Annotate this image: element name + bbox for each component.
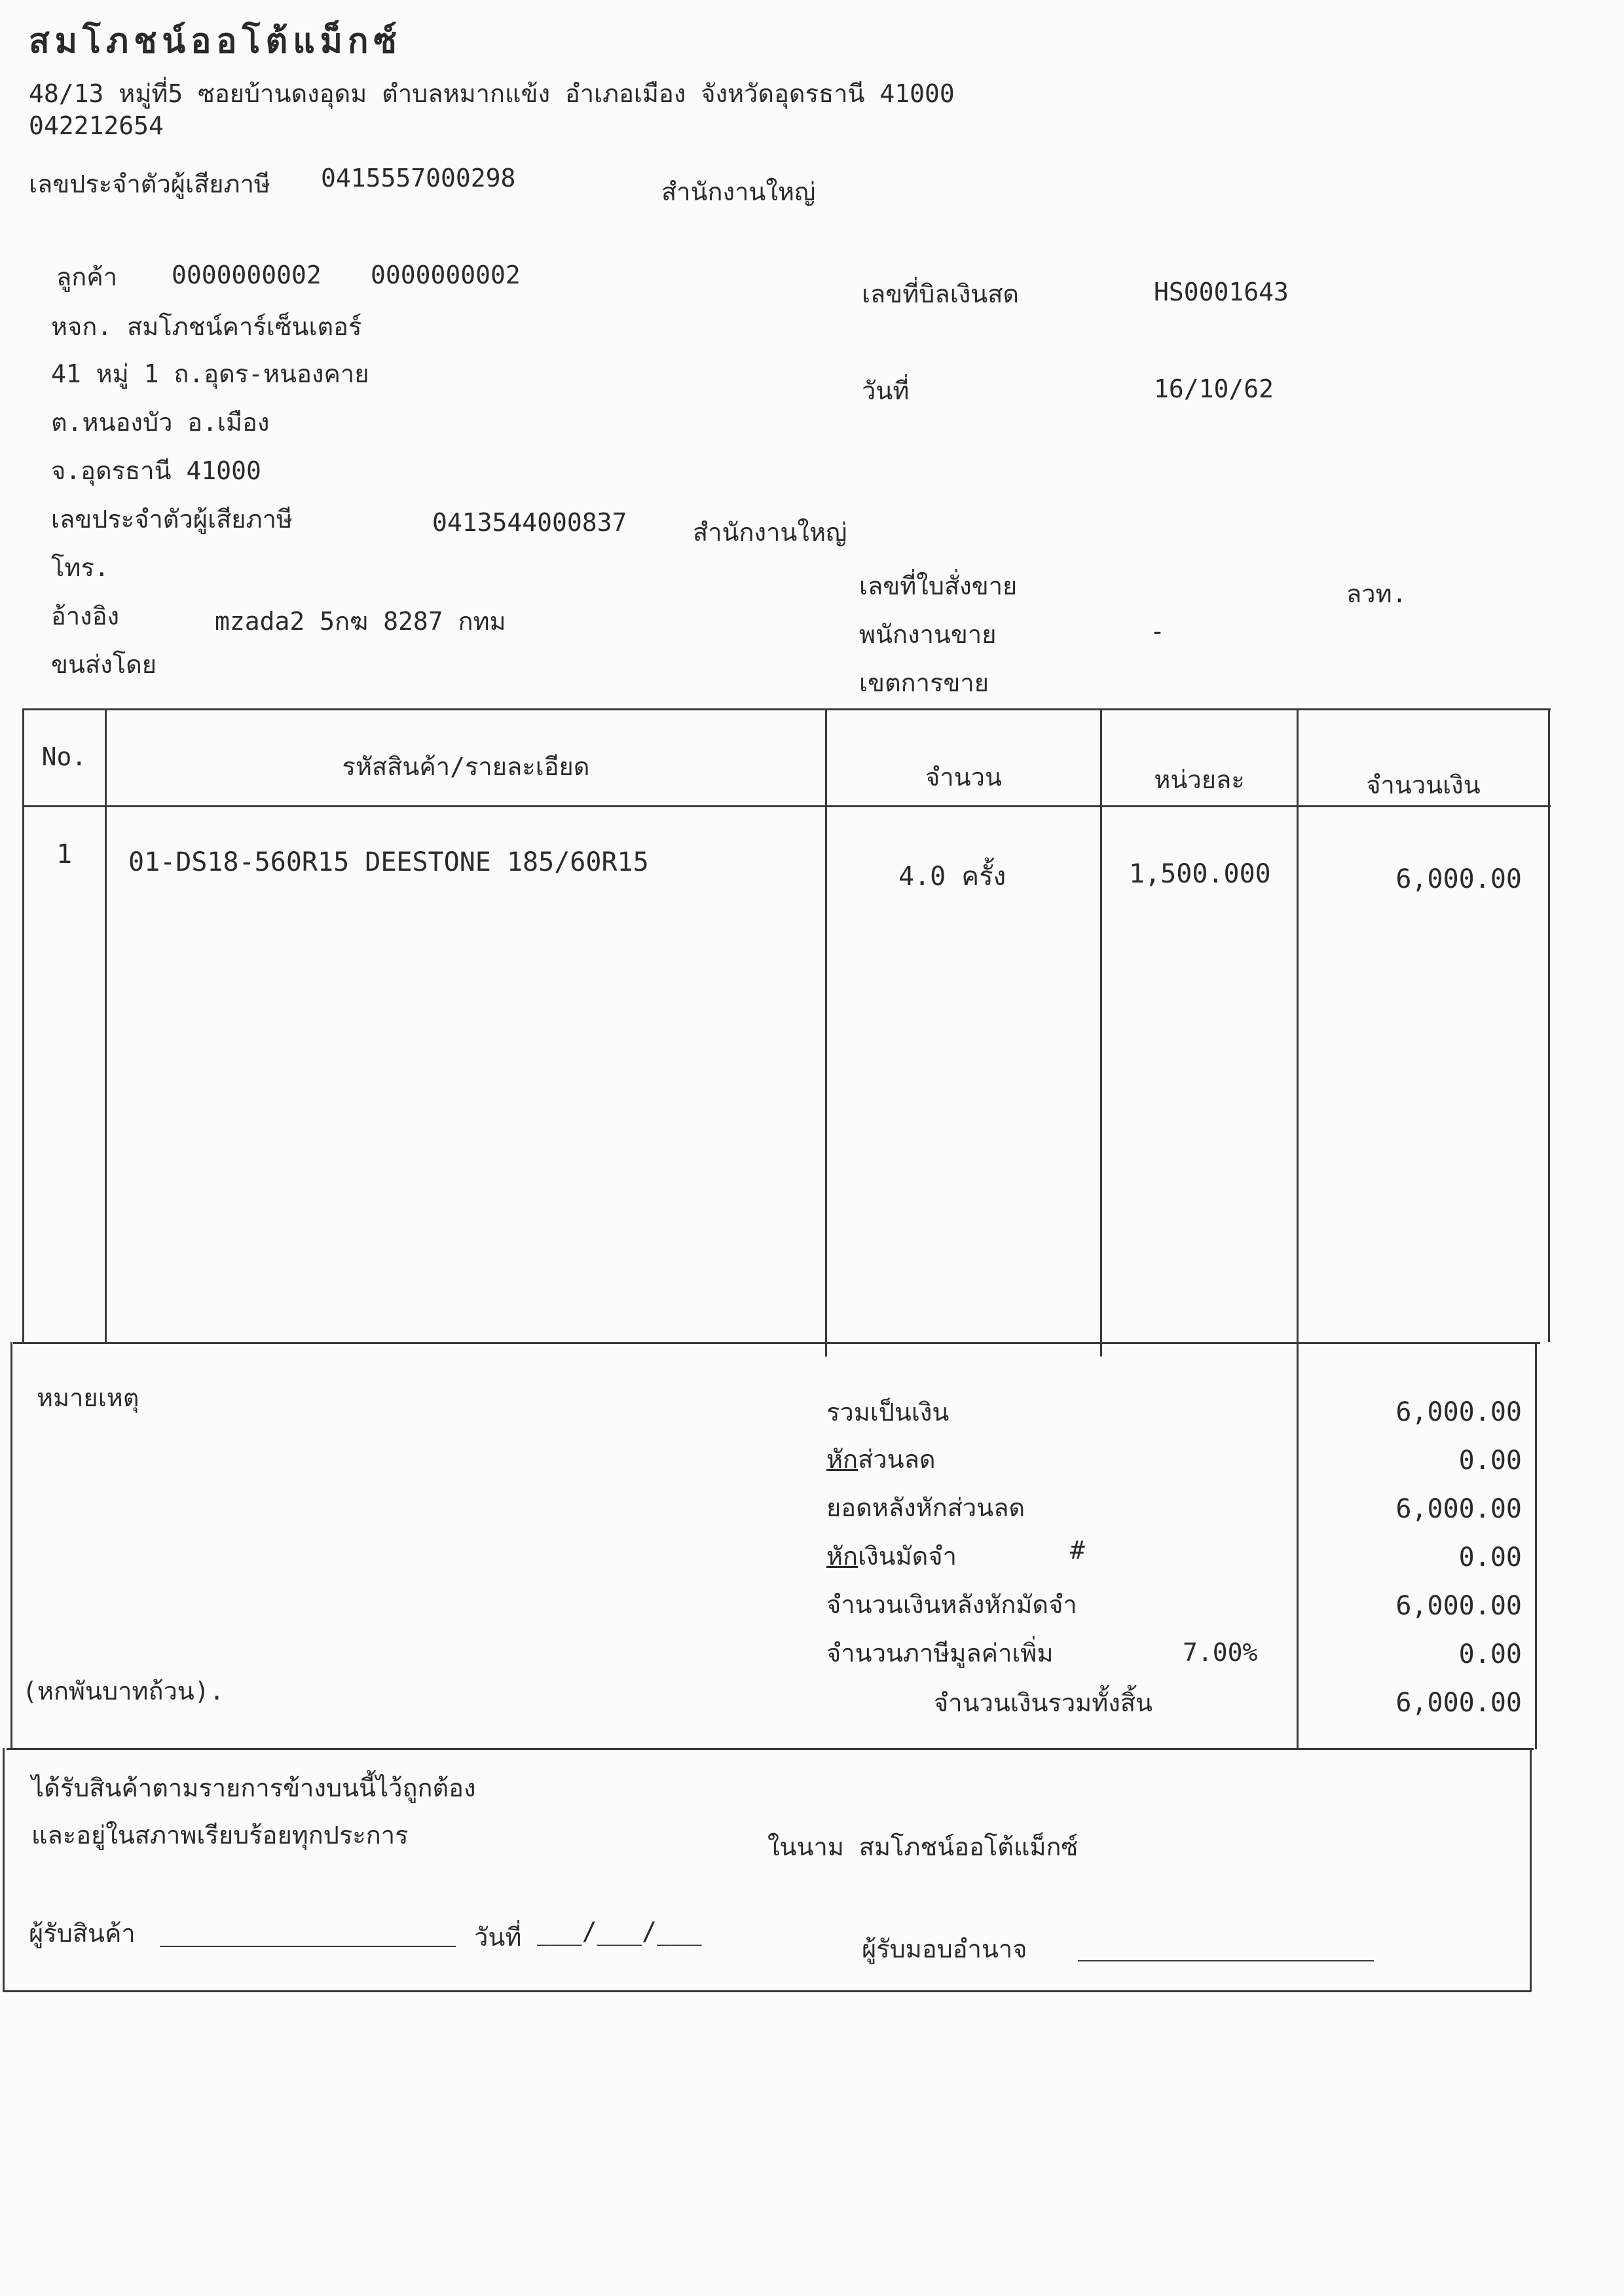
deposit-text: เงินมัดจำ: [858, 1542, 957, 1571]
col-divider-qty: [1100, 708, 1102, 1357]
col-divider-unit: [1297, 708, 1299, 1749]
customer-branch: สำนักงานใหญ่: [693, 518, 847, 547]
customer-tax-label: เลขประจำตัวผู้เสียภาษี: [51, 505, 293, 534]
after-deposit-value: 6,000.00: [1395, 1591, 1522, 1621]
col-divider-no: [105, 708, 107, 1342]
company-phone: 042212654: [29, 111, 164, 140]
receiver-label: ผู้รับสินค้า: [29, 1919, 136, 1948]
bill-no: HS0001643: [1154, 278, 1289, 306]
customer-code1: 0000000002: [172, 261, 322, 289]
authorized-label: ผู้รับมอบอำนาจ: [862, 1935, 1027, 1963]
company-tax-id: 0415557000298: [321, 164, 516, 192]
grand-total-value: 6,000.00: [1395, 1688, 1522, 1718]
table-top-border: [24, 708, 1551, 710]
discount-value: 0.00: [1458, 1446, 1522, 1476]
vat-value: 0.00: [1458, 1639, 1522, 1669]
table-bottom-border: [13, 1342, 1540, 1344]
on-behalf-of: ในนาม สมโภชน์ออโต้แม็กซ์: [767, 1832, 1079, 1861]
customer-phone-label: โทร.: [51, 553, 109, 582]
row-no: 1: [56, 839, 73, 869]
sales-order-extra: ลวท.: [1346, 579, 1407, 608]
summary-bottom-border: [7, 1748, 1534, 1750]
table-left-border: [22, 708, 24, 1342]
salesman-value: -: [1150, 617, 1165, 646]
subtotal-value: 6,000.00: [1395, 1397, 1522, 1427]
deposit-hash: #: [1070, 1536, 1085, 1565]
company-branch: สำนักงานใหญ่: [661, 177, 816, 206]
salesman-label: พนักงานขาย: [859, 620, 997, 649]
company-address: 48/13 หมู่ที่5 ซอยบ้านดงอุดม ตำบลหมากแข้ง อำเภอเมือง จังหวัดอุดรธานี 41000: [29, 79, 955, 108]
summary-left-border: [10, 1342, 12, 1749]
date-label: วันที่: [862, 376, 910, 405]
sales-zone-label: เขตการขาย: [859, 668, 989, 697]
invoice-date: 16/10/62: [1154, 374, 1274, 403]
customer-code2: 0000000002: [371, 261, 521, 289]
company-name: สมโภชน์ออโต้แม็กซ์: [29, 22, 402, 61]
discount-prefix: หัก: [826, 1445, 858, 1474]
deposit-label: [826, 1536, 957, 1576]
reference-value: mzada2 5กฆ 8287 กทม: [215, 607, 506, 636]
after-discount-label: ยอดหลังหักส่วนลด: [826, 1493, 1025, 1522]
receiver-signature-line: [160, 1946, 456, 1947]
summary-right-border: [1535, 1342, 1537, 1749]
receive-date-label: วันที่: [474, 1923, 522, 1952]
customer-address-3: จ.อุดรธานี 41000: [51, 456, 261, 485]
header-description: รหัสสินค้า/รายละเอียด: [342, 752, 590, 781]
customer-name: หจก. สมโภชน์คาร์เซ็นเตอร์: [51, 312, 362, 341]
deposit-value: 0.00: [1458, 1542, 1522, 1573]
footer-right-border: [1530, 1748, 1532, 1992]
footer-bottom-border: [3, 1990, 1531, 1992]
vat-label: จำนวนภาษีมูลค่าเพิ่ม: [826, 1639, 1054, 1667]
row-amount: 6,000.00: [1395, 864, 1522, 894]
row-description: 01-DS18-560R15 DEESTONE 185/60R15: [128, 847, 649, 877]
customer-address-1: 41 หมู่ 1 ถ.อุดร-หนองคาย: [51, 359, 369, 388]
received-statement-2: และอยู่ในสภาพเรียบร้อยทุกประการ: [31, 1821, 409, 1850]
header-amount: จำนวนเงิน: [1366, 771, 1481, 799]
reference-label: อ้างอิง: [51, 602, 120, 630]
discount-label: [826, 1439, 936, 1479]
sales-order-label: เลขที่ใบสั่งขาย: [859, 572, 1018, 600]
header-no: No.: [41, 742, 87, 771]
header-quantity: จำนวน: [925, 763, 1002, 792]
authorized-signature-line: [1078, 1960, 1374, 1961]
col-divider-desc: [825, 708, 827, 1357]
bill-no-label: เลขที่บิลเงินสด: [862, 280, 1020, 308]
subtotal-label: รวมเป็นเงิน: [826, 1398, 950, 1427]
after-deposit-label: จำนวนเงินหลังหักมัดจำ: [826, 1590, 1077, 1619]
row-quantity: 4.0 ครั้ง: [898, 862, 1006, 892]
company-tax-label: เลขประจำตัวผู้เสียภาษี: [29, 170, 270, 198]
after-discount-value: 6,000.00: [1395, 1494, 1522, 1524]
header-unit-price: หน่วยละ: [1154, 765, 1245, 794]
grand-total-label: จำนวนเงินรวมทั้งสิ้น: [934, 1688, 1153, 1717]
row-unit-price: 1,500.000: [1129, 859, 1271, 889]
customer-label: ลูกค้า: [56, 263, 118, 291]
amount-in-words: (หกพันบาทถ้วน).: [22, 1677, 225, 1705]
remark-label: หมายเหตุ: [37, 1383, 139, 1412]
table-header-divider: [24, 805, 1551, 807]
receive-date-blank: ___/___/___: [537, 1917, 702, 1946]
table-right-border: [1548, 708, 1550, 1342]
received-statement-1: ได้รับสินค้าตามรายการข้างบนนี้ไว้ถูกต้อง: [31, 1774, 476, 1802]
footer-left-border: [3, 1748, 5, 1992]
deposit-prefix: หัก: [826, 1542, 858, 1571]
vat-rate: 7.00%: [1183, 1638, 1258, 1667]
customer-tax-id: 0413544000837: [432, 508, 627, 537]
discount-text: ส่วนลด: [858, 1445, 936, 1474]
customer-address-2: ต.หนองบัว อ.เมือง: [51, 408, 270, 437]
shipping-label: ขนส่งโดย: [51, 650, 157, 679]
